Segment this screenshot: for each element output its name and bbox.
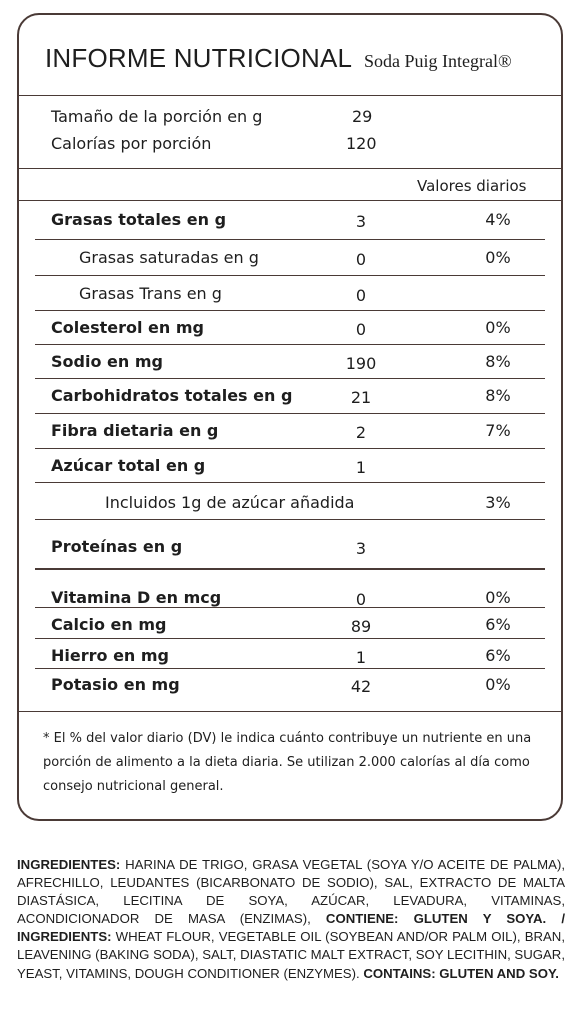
nutrient-label: Colesterol en mg (51, 318, 204, 337)
nutrient-value: 3 (355, 212, 367, 231)
nutrient-value: 1 (355, 648, 367, 667)
calories-label: Calorías por porción (51, 134, 212, 153)
nutrient-label: Fibra dietaria en g (51, 421, 219, 440)
row-divider (35, 310, 545, 311)
contains-es: CONTIENE: GLUTEN Y SOYA. / INGREDIENTS: (17, 911, 565, 945)
nutrient-daily-value: 0% (485, 248, 511, 267)
nutrient-value: 0 (355, 250, 367, 269)
nutrient-label: Azúcar total en g (51, 456, 206, 475)
divider (19, 95, 561, 96)
row-divider (35, 378, 545, 379)
nutrient-label: Grasas saturadas en g (79, 248, 259, 267)
footnote: * El % del valor diario (DV) le indica cuánto contribuye un nutriente en una porción de alimento a la dieta diaria. Se utilizan 2.000 calorías al día como consejo nutricional general. (43, 731, 532, 794)
divider (19, 168, 561, 169)
nutrient-value: 0 (355, 286, 367, 305)
nutrient-label: Proteínas en g (51, 537, 183, 556)
daily-values-header: Valores diarios (417, 177, 527, 195)
row-divider (35, 275, 545, 276)
nutrient-daily-value: 0% (485, 318, 511, 337)
nutrient-daily-value: 3% (485, 493, 511, 512)
row-divider (35, 607, 545, 608)
product-brand: Soda Puig Integral® (364, 51, 512, 71)
nutrient-daily-value: 6% (485, 615, 511, 634)
contains-en: CONTAINS: GLUTEN AND SOY. (363, 965, 559, 981)
nutrient-daily-value: 8% (485, 386, 511, 405)
nutrient-label: Calcio en mg (51, 615, 167, 634)
nutrient-label: Grasas totales en g (51, 210, 227, 229)
panel-title: INFORME NUTRICIONAL (45, 43, 353, 73)
row-divider (35, 239, 545, 240)
nutrient-value: 190 (345, 354, 377, 373)
ingredients-block (17, 856, 565, 983)
row-divider (35, 413, 545, 414)
serving-size-value: 29 (352, 107, 373, 126)
nutrient-daily-value: 7% (485, 421, 511, 440)
row-divider (35, 668, 545, 669)
nutrient-label: Potasio en mg (51, 675, 180, 694)
nutrition-facts-panel (17, 13, 563, 821)
nutrient-value: 3 (355, 539, 367, 558)
section-divider (35, 568, 545, 570)
nutrient-value: 0 (355, 590, 367, 609)
divider (19, 200, 561, 201)
nutrient-value: 42 (350, 677, 372, 696)
nutrient-value: 89 (350, 617, 372, 636)
nutrient-label: Hierro en mg (51, 646, 170, 665)
nutrient-daily-value: 0% (485, 675, 511, 694)
nutrient-label: Incluidos 1g de azúcar añadida (105, 493, 355, 512)
nutrient-label: Sodio en mg (51, 352, 163, 371)
calories-value: 120 (346, 134, 377, 153)
nutrient-daily-value: 4% (485, 210, 511, 229)
row-divider (35, 448, 545, 449)
serving-size-label: Tamaño de la porción en g (51, 107, 263, 126)
ingredients-text-es: HARINA DE TRIGO, GRASA VEGETAL (SOYA Y/O ACEITE DE PALMA), AFRECHILLO, LEUDANTES (BICARBONATO DE SODIO), SAL, EXTRACTO DE MALTA DIASTÁSICA, LECITINA DE SOYA, AZÚCAR, LEVADURA, VITAMINAS, ACONDICIONADOR DE MASA (ENZIMAS), (17, 857, 565, 927)
ingredients-text-en: WHEAT FLOUR, VEGETABLE OIL (SOYBEAN AND/OR PALM OIL), BRAN, LEAVENING (BAKING SODA), SALT, DIASTATIC MALT EXTRACT, SOY LECITHIN, SUGAR, YEAST, VITAMINS, DOUGH CONDITIONER (ENZYMES). (17, 929, 565, 981)
divider (19, 711, 561, 712)
row-divider (35, 344, 545, 345)
row-divider (35, 638, 545, 639)
row-divider (35, 482, 545, 483)
nutrient-label: Carbohidratos totales en g (51, 386, 293, 405)
nutrient-daily-value: 0% (485, 588, 511, 607)
nutrient-daily-value: 6% (485, 646, 511, 665)
row-divider (35, 519, 545, 520)
nutrient-label: Grasas Trans en g (79, 284, 222, 303)
nutrient-label: Vitamina D en mcg (51, 588, 222, 607)
nutrient-value: 21 (350, 388, 372, 407)
ingredients-label-es: INGREDIENTES: (17, 857, 121, 872)
nutrient-daily-value: 8% (485, 352, 511, 371)
nutrient-value: 2 (355, 423, 367, 442)
nutrient-value: 1 (355, 458, 367, 477)
nutrient-value: 0 (355, 320, 367, 339)
